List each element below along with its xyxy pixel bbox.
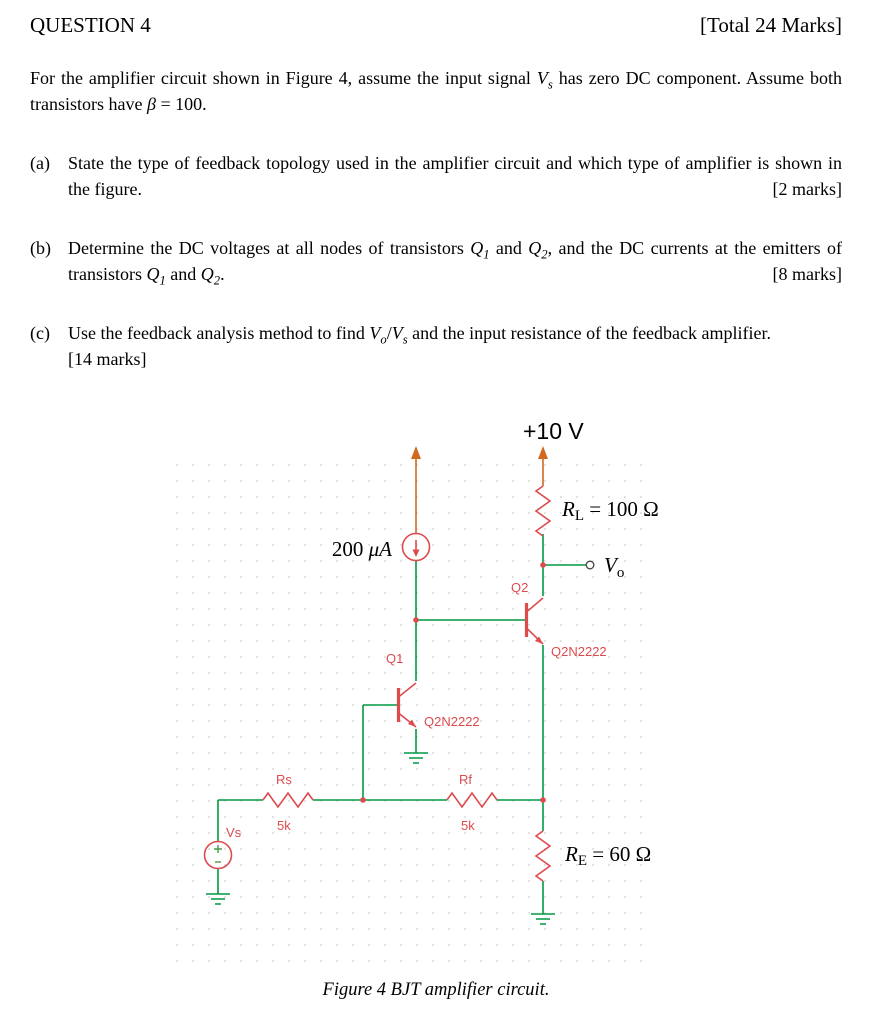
- q1-symbol: $Q_1$: [146, 264, 166, 288]
- rf-value-label: 5k: [461, 818, 475, 833]
- vo-label: $V_o$: [604, 553, 625, 581]
- part-a-text: State the type of feedback topology used in the amplifier circuit and which type of amplifier is shown in the figure. [2 marks]: [68, 150, 842, 202]
- total-marks: [Total 24 Marks]: [700, 13, 842, 37]
- part-c: [30, 320, 842, 372]
- q2-symbol: $Q_2$: [200, 264, 221, 288]
- vo-terminal-icon: [586, 561, 594, 569]
- part-a-label: (a): [30, 153, 50, 173]
- figure-caption: Figure 4 BJT amplifier circuit.: [322, 980, 550, 1000]
- intro-paragraph: For the amplifier circuit shown in Figure 4, assume the input signal $V_s$ has zero DC component. Assume both transistors have β = 100.: [30, 68, 842, 114]
- vs-ref-label: Vs: [226, 825, 242, 840]
- question-header: [30, 13, 842, 38]
- rl-value-label: RL = 100 Ω: [562, 497, 659, 524]
- q2-model-label: Q2N2222: [551, 644, 607, 659]
- re-value-label: RE = 60 Ω: [565, 842, 652, 869]
- q1-model-label: Q2N2222: [424, 714, 480, 729]
- current-source-label: 200 μA: [331, 537, 392, 561]
- vo-symbol: $V_o$: [369, 323, 387, 347]
- q2-symbol: $Q_2$: [528, 238, 548, 262]
- part-c-text: Use the feedback analysis method to find $V_o/V_s$ and the input resistance of the feedback amplifier. [14 marks]: [68, 320, 842, 372]
- q1-symbol: $Q_1$: [470, 238, 490, 262]
- vs-symbol: $V_s$: [536, 68, 553, 92]
- part-b-label: (b): [30, 238, 51, 258]
- part-c-label: (c): [30, 323, 50, 343]
- q2-ref-label: Q2: [511, 580, 529, 595]
- part-c-marks: [14 marks]: [68, 349, 147, 369]
- part-b-marks: [8 marks]: [772, 264, 842, 284]
- q1-ref-label: Q1: [386, 651, 404, 666]
- supply-label: +10 V: [523, 418, 584, 444]
- question-page: [0, 0, 872, 372]
- part-b-text: Determine the DC voltages at all nodes of transistors $Q_1$ and $Q_2$, and the DC currents at the emitters of transistors $Q_1$ and $Q_2$. [8 marks]: [68, 238, 842, 288]
- question-title: QUESTION 4: [30, 13, 151, 37]
- schematic-grid: [165, 452, 651, 964]
- rs-ref-label: Rs: [276, 772, 292, 787]
- part-a: [30, 150, 842, 202]
- beta-symbol: β: [146, 94, 156, 114]
- vs-symbol: $V_s$: [391, 323, 408, 347]
- part-b: [30, 235, 842, 287]
- part-a-marks: [2 marks]: [772, 179, 842, 199]
- rf-ref-label: Rf: [459, 772, 472, 787]
- rs-value-label: 5k: [277, 818, 291, 833]
